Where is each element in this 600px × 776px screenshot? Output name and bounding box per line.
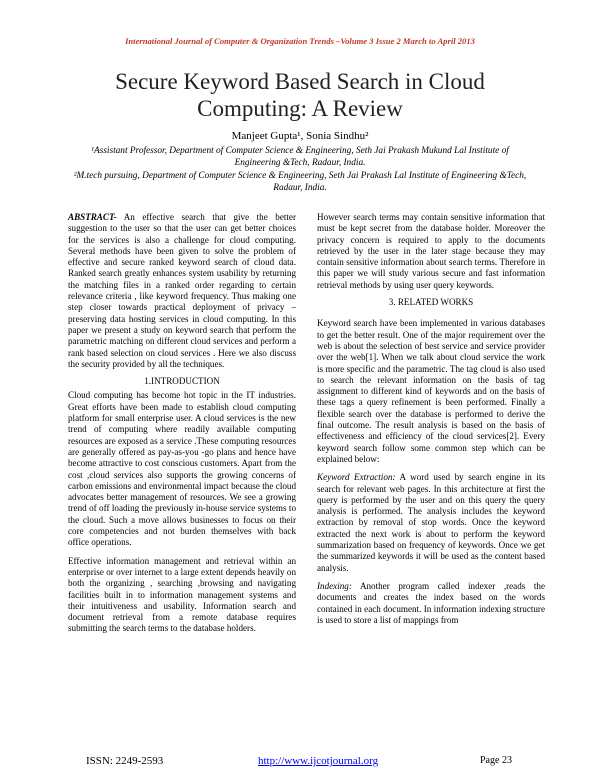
introduction-heading: 1.INTRODUCTION bbox=[144, 376, 220, 387]
keyword-extraction-paragraph bbox=[317, 472, 545, 574]
affiliation-2: ²M.tech pursuing, Department of Computer Science & Engineering, Seth Jai Prakash Lal Institute of Engineering &Tech, Radaur, India. bbox=[73, 171, 527, 193]
related-paragraph-1: Keyword search have been implemented in various databases to get the better result. One of the major requirement over the web is about the selection of best service and service provider over the web[1]. When we talk about cloud service the work is more specific and the parametric. The tag cloud is also used to search the relevant information on the basis of tag assignment to different kind of keywords and on the basis of these tags a query refinement is been performed. Finally a flexible search over the database is performed to derive the final outcome. The result analysis is based on the basis of effectiveness and efficiency of the cloud services[2]. Every keyword search follow some common step which can be explained below: bbox=[317, 318, 545, 464]
journal-link[interactable]: http://www.ijcotjournal.org bbox=[258, 755, 379, 767]
intro-paragraph-2: Effective information management and retrieval within an enterprise or over internet to a large extent depends heavily on both the organizing , searching ,browsing and navigating facilities built in to information management systems and their intuitiveness and usability. Information search and document retrieval from a remote database requires submitting the search terms to the database holders. bbox=[68, 555, 296, 634]
abstract-label: ABSTRACT- bbox=[68, 212, 117, 222]
related-works-heading: 3. RELATED WORKS bbox=[388, 297, 474, 308]
page-number: Page 23 bbox=[480, 755, 512, 766]
indexing-text: Another program called indexer ,reads the documents and creates the index based on the words contained in each document. In information indexing structure is used to store a list of mappings from bbox=[317, 580, 545, 625]
right-column bbox=[317, 212, 545, 626]
paper-title: Secure Keyword Based Search in Cloud Computing: A Review bbox=[115, 69, 485, 121]
abstract-text: An effective search that give the better suggestion to the user so that the user can get better choices for the services is also a challenge for cloud computing. Several methods have been given to solve the problem of effective and secure ranked keyword search of cloud data. Ranked search greatly enhances system usability by returning the matching files in a ranked order regarding to certain relevance criteria , like keyword frequency. Thus making one step closer towards practical deployment of privacy – preserving data hosting services in cloud computing. In this paper we present a study on keyword search that perform the parametric matching on different cloud services and perform a rank based selection on cloud services . Here we also discuss the security provided by all the techniques. bbox=[68, 212, 296, 369]
left-column bbox=[68, 212, 296, 635]
keyword-extraction-text: A word used by search engine in its search for relevant web pages. In this architecture at first the query is performed by the user and on this query the query analysis is performed. The analysis includes the keyword extraction by removal of stop words. Once the keyword extracted the next work is about to perform the keyword summarization based on frequency of keywords. Once we get the summarized keywords it will be used as the content based analysis. bbox=[317, 472, 545, 573]
journal-header: International Journal of Computer & Organization Trends –Volume 3 Issue 2 March to April 2013 bbox=[125, 36, 475, 46]
indexing-label: Indexing: bbox=[317, 580, 352, 591]
affiliation-1: ¹Assistant Professor, Department of Computer Science & Engineering, Seth Jai Prakash Mukund Lal Institute of Engineering &Tech, Radaur, India. bbox=[91, 146, 509, 168]
intro-paragraph-3: However search terms may contain sensitive information that must be kept secret from the database holder. Moreover the privacy concern is required to apply to the documents retrieved by the user in the later stage because they may contain sensitive information about search terms. Therefore in this paper we will study various secure and fast information retrieval methods by using user query keywords. bbox=[317, 212, 545, 290]
indexing-paragraph bbox=[317, 581, 545, 626]
authors: Manjeet Gupta¹, Sonia Sindhu² bbox=[231, 130, 369, 142]
intro-paragraph-1: Cloud computing has become hot topic in the IT industries. Great efforts have been made to establish cloud computing platform for small enterprise user. A cloud services is the new trend of computing where readily available computing resources are exposed as a service .These computing resources are generally offered as pay-as-you -go plans and hence have become attractive to cost conscious customers. Apart from the cost ,cloud services also supports the growing concerns of carbon emissions and environmental impact because the cloud advocates better management of resources. We see a growing trend of off loading the previously in-house service systems to the cloud. Such a move allows businesses to focus on their core competencies and not burden themselves with back office operations. bbox=[68, 390, 297, 548]
keyword-extraction-label: Keyword Extraction: bbox=[317, 472, 396, 483]
issn: ISSN: 2249-2593 bbox=[86, 755, 164, 767]
abstract bbox=[68, 212, 296, 370]
